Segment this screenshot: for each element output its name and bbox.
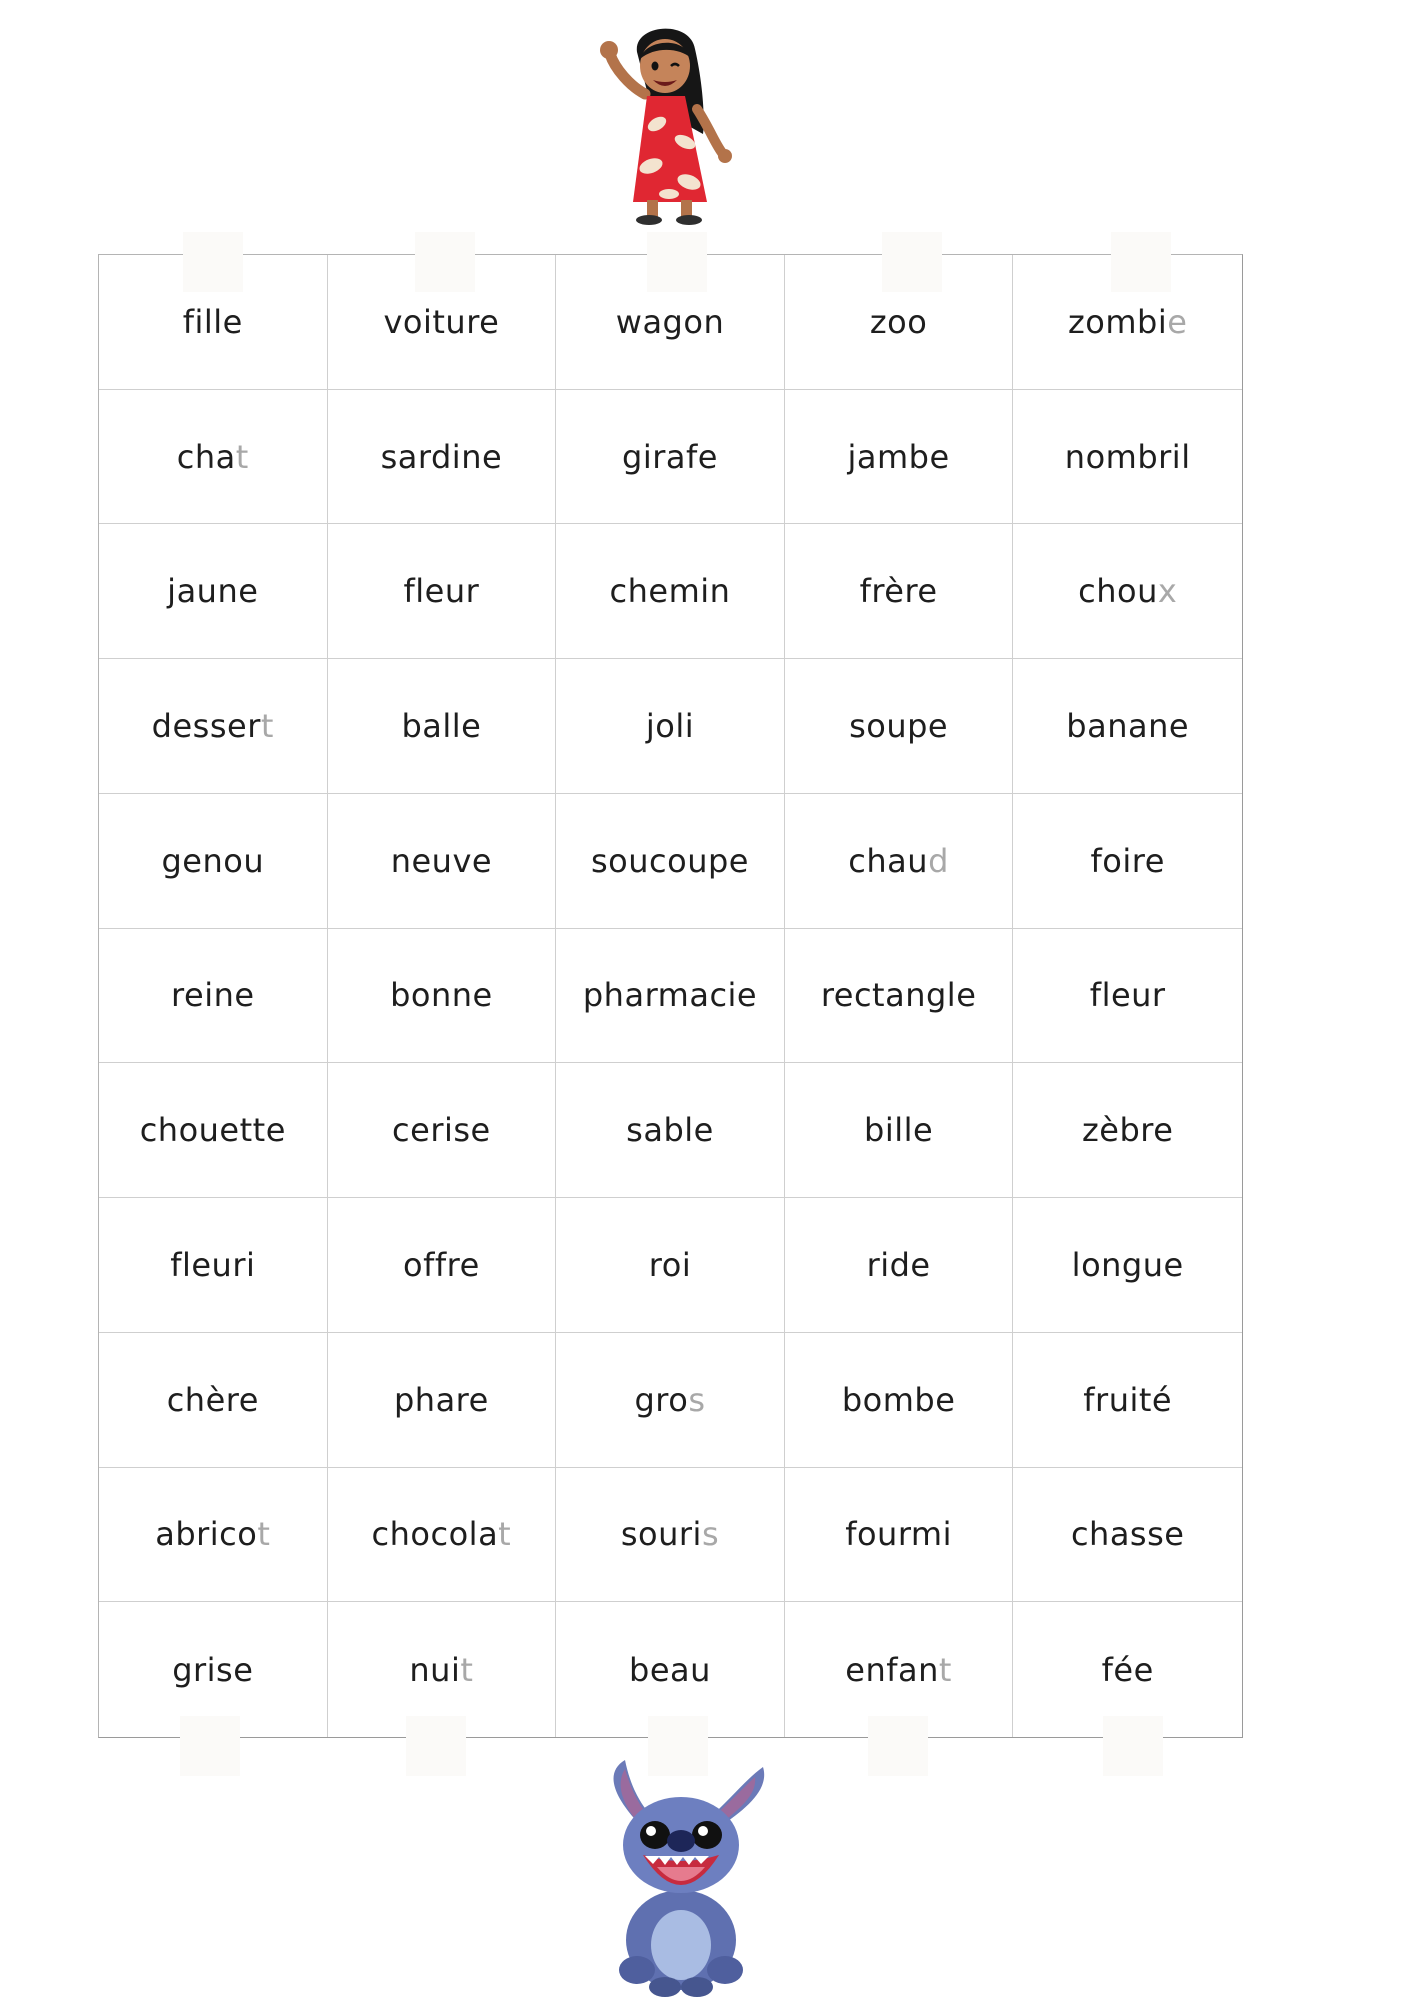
word-text: bombe bbox=[841, 1380, 956, 1419]
word-cell bbox=[556, 1468, 785, 1603]
word-cell bbox=[785, 1198, 1014, 1333]
word-text: bille bbox=[864, 1111, 934, 1150]
word-text: roi bbox=[648, 1245, 692, 1284]
silent-letter: t bbox=[235, 437, 249, 476]
word-text: fée bbox=[1101, 1650, 1154, 1689]
word-cell bbox=[99, 390, 328, 525]
word-text: rectangle bbox=[820, 976, 977, 1015]
word-text: chasse bbox=[1070, 1515, 1185, 1554]
word-cell bbox=[328, 929, 557, 1064]
word-cell bbox=[785, 1468, 1014, 1603]
tape-tab bbox=[406, 1716, 466, 1776]
word-text: frère bbox=[859, 572, 938, 611]
silent-letter: e bbox=[1167, 302, 1188, 341]
tape-tab bbox=[415, 232, 475, 292]
word-cell bbox=[328, 1333, 557, 1468]
word-text: reine bbox=[171, 976, 255, 1015]
word-text: ride bbox=[866, 1245, 931, 1284]
blue-alien-character-illustration bbox=[585, 1755, 775, 2000]
word-cell bbox=[556, 1198, 785, 1333]
word-text: fleur bbox=[1089, 976, 1166, 1015]
word-text: fille bbox=[182, 302, 243, 341]
word-text: chouette bbox=[139, 1111, 286, 1150]
word-text: voiture bbox=[383, 302, 500, 341]
word-text: bonne bbox=[390, 976, 493, 1015]
silent-letter: t bbox=[257, 1515, 271, 1554]
word-cell bbox=[1013, 929, 1242, 1064]
word-text: fourmi bbox=[845, 1515, 952, 1554]
word-cell bbox=[785, 659, 1014, 794]
word-cell bbox=[1013, 1468, 1242, 1603]
word-text: neuve bbox=[390, 841, 493, 880]
word-text: foire bbox=[1090, 841, 1165, 880]
word-cell bbox=[1013, 794, 1242, 929]
word-text: zombi bbox=[1067, 302, 1168, 341]
word-cell bbox=[556, 929, 785, 1064]
silent-letter: s bbox=[701, 1515, 720, 1554]
word-cell bbox=[785, 794, 1014, 929]
word-cell bbox=[785, 1333, 1014, 1468]
word-cell bbox=[328, 1468, 557, 1603]
silent-letter: t bbox=[260, 707, 274, 746]
word-text: jaune bbox=[167, 572, 259, 611]
word-cell bbox=[99, 1333, 328, 1468]
word-cell bbox=[99, 1198, 328, 1333]
word-cell bbox=[328, 390, 557, 525]
word-text: wagon bbox=[615, 302, 725, 341]
word-cell bbox=[556, 659, 785, 794]
word-text: zèbre bbox=[1081, 1111, 1174, 1150]
silent-letter: s bbox=[688, 1380, 706, 1419]
word-text: chocola bbox=[371, 1515, 499, 1554]
word-cell bbox=[328, 1063, 557, 1198]
word-cell bbox=[556, 390, 785, 525]
word-text: chère bbox=[166, 1380, 259, 1419]
word-text: pharmacie bbox=[582, 976, 758, 1015]
word-text: cha bbox=[176, 437, 236, 476]
word-text: grise bbox=[172, 1650, 254, 1689]
word-text: abrico bbox=[155, 1515, 258, 1554]
word-text: longue bbox=[1071, 1245, 1184, 1284]
tape-tab bbox=[1111, 232, 1171, 292]
word-cell bbox=[328, 1198, 557, 1333]
word-text: fleuri bbox=[170, 1245, 256, 1284]
word-text: joli bbox=[645, 707, 695, 746]
word-cell bbox=[785, 390, 1014, 525]
word-text: fleur bbox=[403, 572, 480, 611]
word-text: sable bbox=[626, 1111, 714, 1150]
word-text: banane bbox=[1066, 707, 1190, 746]
silent-letter: t bbox=[938, 1650, 952, 1689]
tape-tab bbox=[648, 1716, 708, 1776]
word-text: chemin bbox=[609, 572, 731, 611]
word-text: gro bbox=[634, 1380, 689, 1419]
tape-tab bbox=[180, 1716, 240, 1776]
word-cell bbox=[1013, 1063, 1242, 1198]
word-text: desser bbox=[151, 707, 261, 746]
word-cell bbox=[99, 929, 328, 1064]
word-text: genou bbox=[161, 841, 265, 880]
word-cell bbox=[556, 1333, 785, 1468]
word-cell bbox=[1013, 1198, 1242, 1333]
word-cell bbox=[328, 524, 557, 659]
word-cell bbox=[99, 659, 328, 794]
word-text: jambe bbox=[847, 437, 950, 476]
word-text: enfan bbox=[845, 1650, 939, 1689]
word-text: nui bbox=[409, 1650, 461, 1689]
girl-character-illustration bbox=[585, 14, 745, 234]
silent-letter: d bbox=[928, 841, 949, 880]
silent-letter: t bbox=[460, 1650, 474, 1689]
word-cell bbox=[1013, 659, 1242, 794]
word-text: girafe bbox=[622, 437, 718, 476]
word-text: soupe bbox=[849, 707, 949, 746]
word-cell bbox=[328, 659, 557, 794]
word-grid bbox=[98, 254, 1243, 1738]
silent-letter: t bbox=[498, 1515, 512, 1554]
word-text: cerise bbox=[392, 1111, 491, 1150]
word-cell bbox=[99, 1468, 328, 1603]
word-text: chau bbox=[848, 841, 929, 880]
tape-tab bbox=[868, 1716, 928, 1776]
word-text: soucoupe bbox=[591, 841, 749, 880]
word-text: balle bbox=[401, 707, 482, 746]
tape-tab bbox=[1103, 1716, 1163, 1776]
word-cell bbox=[328, 794, 557, 929]
word-cell bbox=[99, 794, 328, 929]
word-text: chou bbox=[1078, 572, 1158, 611]
word-cell bbox=[785, 929, 1014, 1064]
word-cell bbox=[556, 524, 785, 659]
word-text: beau bbox=[629, 1650, 711, 1689]
silent-letter: x bbox=[1157, 572, 1178, 611]
word-cell bbox=[785, 1063, 1014, 1198]
word-text: nombril bbox=[1064, 437, 1191, 476]
word-text: fruité bbox=[1083, 1380, 1173, 1419]
word-cell bbox=[99, 1063, 328, 1198]
word-text: sardine bbox=[380, 437, 503, 476]
word-cell bbox=[1013, 390, 1242, 525]
word-cell bbox=[1013, 1333, 1242, 1468]
word-cell bbox=[556, 794, 785, 929]
tape-tab bbox=[882, 232, 942, 292]
word-text: offre bbox=[403, 1245, 480, 1284]
word-cell bbox=[785, 524, 1014, 659]
word-text: souri bbox=[620, 1515, 702, 1554]
word-cell bbox=[556, 1063, 785, 1198]
word-cell bbox=[99, 524, 328, 659]
word-cell bbox=[1013, 524, 1242, 659]
word-text: zoo bbox=[869, 302, 928, 341]
tape-tab bbox=[183, 232, 243, 292]
word-text: phare bbox=[393, 1380, 489, 1419]
tape-tab bbox=[647, 232, 707, 292]
